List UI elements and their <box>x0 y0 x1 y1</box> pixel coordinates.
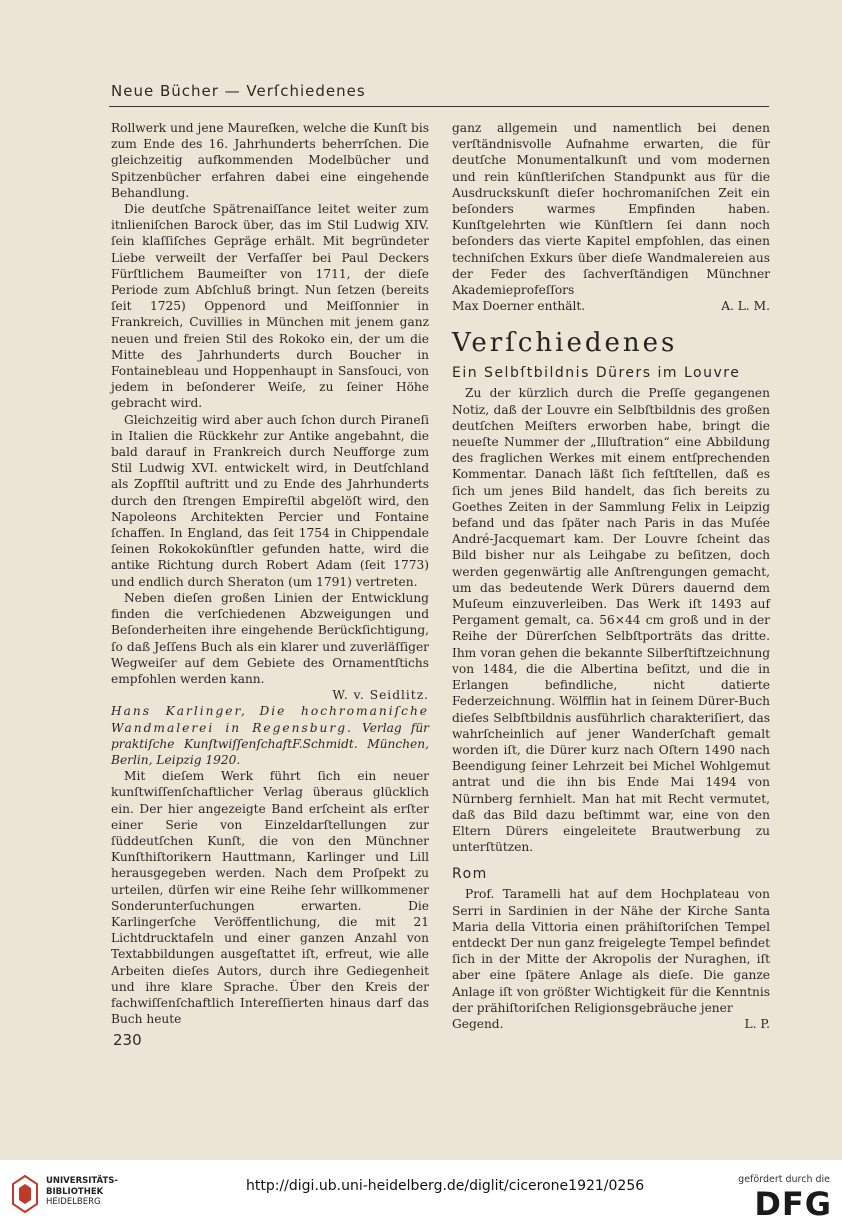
paragraph: Neben dieſen großen Linien der Entwicklung finden die verſchiedenen Abzweigungen und Beſonderheiten ihre eingehende Berückſichtigung, ſo daß Jeſſens Buch als ein klarer und zuverläſſiger Wegweiſer auf dem Gebiete des Ornamentſtichs empfohlen werden kann. <box>111 590 429 686</box>
header-rule <box>109 106 769 107</box>
library-logo-icon <box>10 1174 40 1214</box>
paragraph: Prof. Taramelli hat auf dem Hochplateau von Serri in Sardinien in der Nähe der Kirche Santa Maria della Vittoria einen prähiſtoriſchen Tempel entdeckt Der nun ganz freigelegte Tempel befindet ſich in der Mitte der Akropolis der Nuraghen, iſt aber eine ſpätere Anlage als dieſe. Die ganze Anlage iſt von größter Wichtigkeit für die Kenntnis der prähiſtoriſchen Religionsgebräuche jener <box>452 887 770 1015</box>
library-name-line: BIBLIOTHEK <box>46 1186 104 1197</box>
page-number: 230 <box>113 1031 142 1049</box>
signature: W. v. Seidlitz. <box>332 688 429 703</box>
book-author: Hans Karlinger, <box>111 704 247 719</box>
footer <box>0 1160 842 1227</box>
permalink[interactable]: http://digi.ub.uni-heidelberg.de/diglit/cicerone1921/0256 <box>246 1178 645 1194</box>
paragraph: Rollwerk und jene Maureſken, welche die Kunſt bis zum Ende des 16. Jahrhunderts beherrſchen. Die gleichzeitig aufkommenden Modelbücher und Spitzenbücher erfahren dabei eine eingehende Behandlung. <box>111 121 429 200</box>
left-column <box>111 120 429 1027</box>
book-publisher: Verlag für praktiſche KunſtwiſſenſchaftF.Schmidt. München, Berlin, Leipzig 1920. <box>111 720 429 767</box>
paragraph-last-line: Gegend. <box>452 1016 504 1031</box>
paragraph: Die deutſche Spätrenaiſſance leitet weiter zum itnlieniſchen Barock über, das im Stil Ludwig XIV. ſein klaſſiſches Gepräge erhält. Mit begründeter Liebe verweilt der Verfaſſer bei Paul Deckers Fürſtlichem Baumeiſter von 1711, der dieſe Periode zum Abſchluß bringt. Nun ſetzen (bereits ſeit 1725) Oppenord und Meiſſonnier in Frankreich, Cuvillies in München mit jenem ganz neuen und freien Stil des Rokoko ein, der um die Mitte des Jahrhunderts durch Boucher in Fontainebleau und Hoppenhaupt in Sansſouci, von jedem in beſonderer Weiſe, zu ſeiner Höhe gebracht wird. <box>111 202 429 411</box>
dfg-logo: DFG <box>754 1185 832 1223</box>
sponsor-text: gefördert durch die <box>738 1174 830 1185</box>
paragraph-end-line <box>452 298 770 314</box>
library-name-line: HEIDELBERG <box>46 1197 101 1207</box>
paragraph: Gleichzeitig wird aber auch ſchon durch Piraneſi in Italien die Rückkehr zur Antike angebahnt, die bald darauf in Frankreich durch Neufforge zum Stil Ludwig XVI. entwickelt wird, in Deutſchland als Zopfſtil auftritt und zu Ende des Jahrhunderts durch den ſtrengen Empireſtil abgelöſt wird, den Napoleons Architekten Percier und Fontaine ſchaffen. In England, das ſeit 1754 in Chippendale ſeinen Rokokokünſtler gefunden hatte, wird die antike Richtung durch Robert Adam (ſeit 1773) und endlich durch Sheraton (um 1791) vertreten. <box>111 412 429 589</box>
paragraph: Mit dieſem Werk führt ſich ein neuer kunſtwiſſenſchaftlicher Verlag überaus glücklich ein. Der hier angezeigte Band erſcheint als erſter einer Serie von Einzeldarſtellungen zur ſüddeutſchen Kunſt, die von den Münchner Kunſthiſtorikern Hauttmann, Karlinger und Lill herausgegeben werden. Nach dem Proſpekt zu urteilen, dürfen wir eine Reihe ſehr willkommener Sonderunterſuchungen erwarten. Die Karlingerſche Veröffentlichung, die mit 21 Lichtdrucktafeln und einer ganzen Anzahl von Textabbildungen ausgeſtattet iſt, erfreut, wie alle Arbeiten dieſes Autors, durch ihre Gediegenheit und ihre klare Sprache. Über den Kreis der fachwiſſenſchaftlich Intereſſierten hinaus darf das Buch heute <box>111 769 429 1027</box>
running-head: Neue Bücher — Verſchiedenes <box>111 82 366 100</box>
section-title: Verſchiedenes <box>452 328 678 359</box>
paragraph: Zu der kürzlich durch die Preſſe gegangenen Notiz, daß der Louvre ein Selbſtbildnis des großen deutſchen Meiſters erworben habe, bringt die neueſte Nummer der „Illuſtration“ eine Abbildung des fraglichen Werkes mit einem entſprechenden Kommentar. Danach läßt ſich feſtſtellen, daß es ſich um jenes Bild handelt, das ſich bereits zu Goethes Zeiten in der Sammlung Felix in Leipzig befand und das ſpäter nach Paris in das Muſée André-Jacquemart kam. Der Louvre ſcheint das Bild bisher nur als Leihgabe zu beſitzen, doch werden gegenwärtig alle Anſtrengungen gemacht, um das bedeutende Werk Dürers dauernd dem Muſeum einzuverleiben. Das Werk iſt 1493 auf Pergament gemalt, ca. 56×44 cm groß und in der Reihe der Dürerſchen Selbſtporträts das dritte. Ihm voran gehen die bekannte Silberſtiftzeichnung von 1484, die die Albertina beſitzt, und die in Erlangen befindliche, nicht datierte Federzeichnung. Wölfflin hat in ſeinem Dürer-Buch dieſes Selbſtbildnis ausführlich charakteriſiert, das wahrſcheinlich auf jener Wanderſchaft gemalt worden iſt, die Dürer kurz nach Oſtern 1490 nach Beendigung ſeiner Lehrzeit bei Michel Wohlgemut antrat und die ihn bis Ende Mai 1494 von Nürnberg fernhielt. Man hat mit Recht vermutet, daß das Bild dazu beſtimmt war, eine von den Eltern Dürers eingeleitete Brautwerbung zu unterſtützen. <box>452 386 770 855</box>
paragraph-end-line <box>452 1016 770 1032</box>
paragraph: ganz allgemein und namentlich bei denen verſtändnisvolle Aufnahme erwarten, die für deutſche Monumentalkunſt und vom modernen und rein künſtleriſchen Standpunkt aus für die Ausdruckskunſt dieſer hochromaniſchen Zeit ein beſonders warmes Empfinden haben. Kunſtgelehrten wie Künſtlern ſei dann noch beſonders das vierte Kapitel empfohlen, das einen techniſchen Exkurs über dieſe Wandmalereien aus der Feder des ſachverſtändigen Münchner Akademieprofeſſors <box>452 121 770 298</box>
book-title: Die hochromaniſche Wandmalerei in Regensburg. <box>111 704 430 735</box>
paragraph-last-line: Max Doerner enthält. <box>452 299 586 314</box>
library-name <box>46 1176 118 1208</box>
book-heading <box>111 703 429 768</box>
signature: A. L. M. <box>721 299 770 314</box>
signature: L. P. <box>744 1016 770 1031</box>
subheading: Ein Selbſtbildnis Dürers im Louvre <box>452 365 741 382</box>
right-column <box>452 120 770 1032</box>
subheading: Rom <box>452 866 488 883</box>
library-name-line: UNIVERSITÄTS- <box>46 1176 118 1186</box>
